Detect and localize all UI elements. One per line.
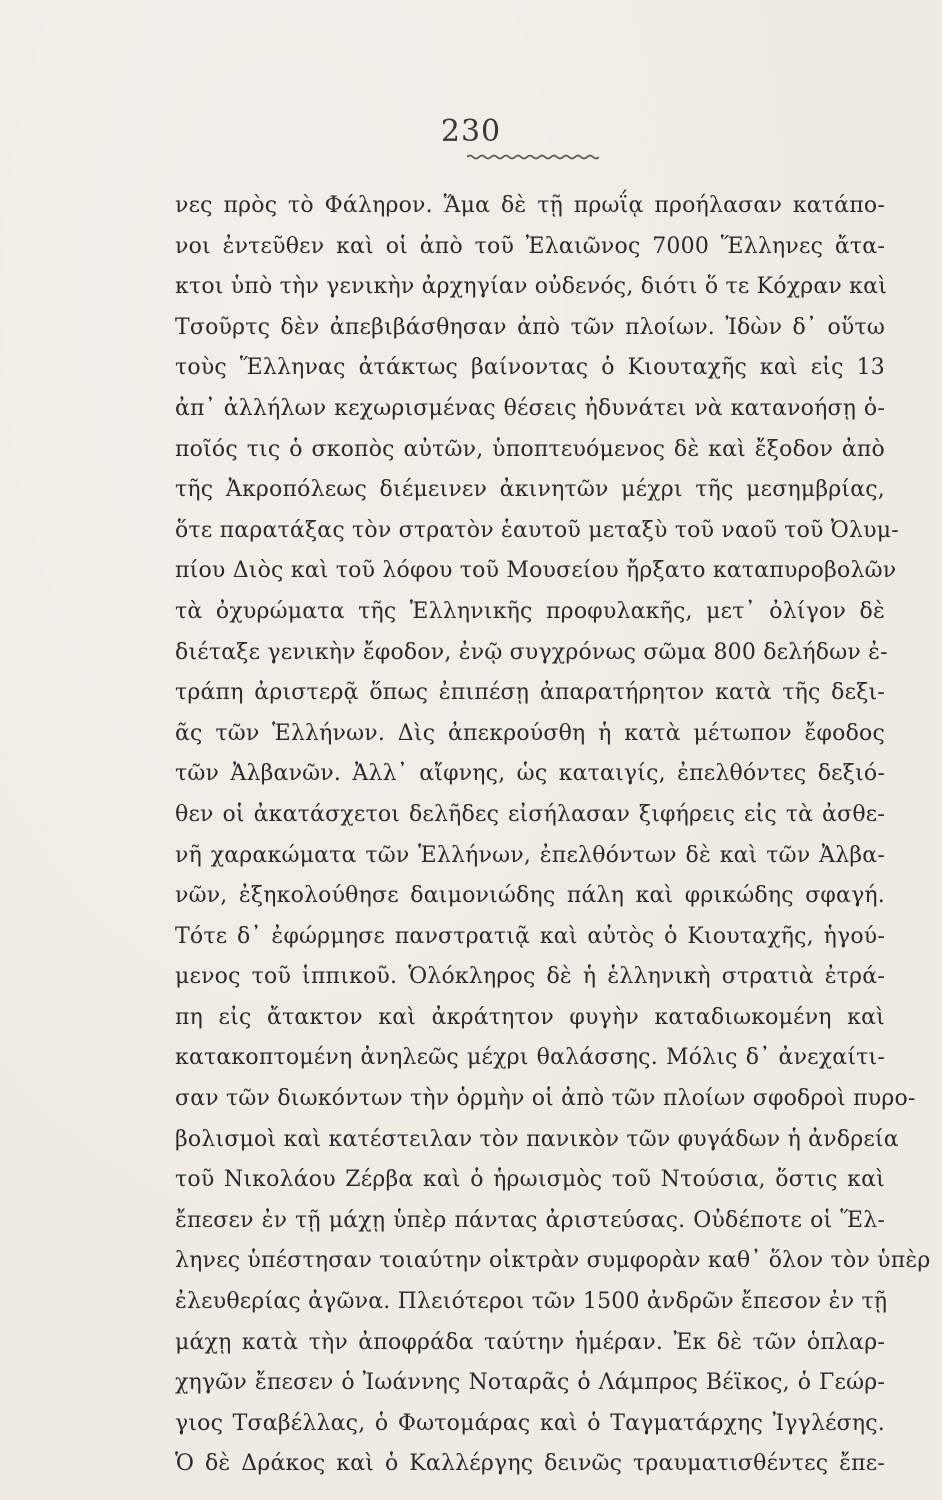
text-line: κτοι ὑπὸ τὴν γενικὴν ἀρχηγίαν οὐδενός, διότι ὅ τε Κόχραν καὶ [175,274,888,300]
text-line: τοῦ Νικολάου Ζέρβα καὶ ὁ ἡρωισμὸς τοῦ Ντούσια, ὅστις καὶ [175,1167,885,1193]
text-line: ἐλευθερίας ἀγῶνα. Πλειότεροι τῶν 1500 ἀνδρῶν ἔπεσον ἐν τῇ [175,1289,888,1315]
header-rule-ornament [467,154,599,160]
text-line: θεν οἱ ἀκατάσχετοι δελῆδες εἰσήλασαν ξιφήρεις εἰς τὰ ἀσθε- [175,801,885,827]
text-line: μάχῃ κατὰ τὴν ἀποφράδα ταύτην ἡμέραν. Ἐκ δὲ τῶν ὁπλαρ- [175,1329,885,1355]
text-line: τῆς Ἀκροπόλεως διέμεινεν ἀκινητῶν μέχρι τῆς μεσημβρίας, [175,477,885,503]
text-line: τὰ ὀχυρώματα τῆς Ἑλληνικῆς προφυλακῆς, μετ᾽ ὀλίγον δὲ [175,598,885,624]
text-line: ἀπ᾽ ἀλλήλων κεχωρισμένας θέσεις ἠδυνάτει νὰ κατανοήσῃ ὁ- [175,395,885,421]
text-line: βολισμοὶ καὶ κατέστειλαν τὸν πανικὸν τῶν φυγάδων ἡ ἀνδρεία [175,1126,899,1152]
text-line: κατακοπτομένη ἀνηλεῶς μέχρι θαλάσσης. Μόλις δ᾽ ἀνεχαίτι- [175,1045,885,1071]
text-line: διέταξε γενικὴν ἔφοδον, ἐνῷ συγχρόνως σῶμα 800 δελήδων ἐ- [175,639,888,665]
text-line: πίου Διὸς καὶ τοῦ λόφου τοῦ Μουσείου ἤρξατο καταπυροβολῶν [175,558,897,584]
text-line: τοὺς Ἕλληνας ἀτάκτως βαίνοντας ὁ Κιουταχῆς καὶ εἰς 13 [175,355,885,381]
text-line: νες πρὸς τὸ Φάληρον. Ἅμα δὲ τῇ πρωΐᾳ προήλασαν κατάπο- [175,193,885,218]
text-line: χηγῶν ἔπεσεν ὁ Ἰωάννης Νοταρᾶς ὁ Λάμπρος Βέϊκος, ὁ Γεώρ- [175,1370,885,1396]
text-line: νῆ χαρακώματα τῶν Ἑλλήνων, ἐπελθόντων δὲ καὶ τῶν Ἀλβα- [175,842,885,868]
text-line: Ὁ δὲ Δράκος καὶ ὁ Καλλέργης δεινῶς τραυματισθέντες ἔπε- [175,1451,885,1477]
text-line: ποῖός τις ὁ σκοπὸς αὐτῶν, ὑποπτευόμενος δὲ καὶ ἔξοδον ἀπὸ [175,436,885,462]
text-line: ἔπεσεν ἐν τῇ μάχῃ ὑπὲρ πάντας ἀριστεύσας. Οὐδέποτε οἱ Ἕλ- [175,1207,885,1233]
text-line: γιος Τσαβέλλας, ὁ Φωτομάρας καὶ ὁ Ταγματάρχης Ἰγγλέσης. [175,1410,885,1436]
text-line: ᾶς τῶν Ἑλλήνων. Δὶς ἀπεκρούσθη ἡ κατὰ μέτωπον ἔφοδος [175,720,885,746]
text-line: τράπη ἀριστερᾷ ὅπως ἐπιπέσῃ ἀπαρατήρητον κατὰ τῆς δεξι- [175,680,885,706]
text-line: τῶν Ἀλβανῶν. Ἀλλ᾽ αἴφνης, ὡς καταιγίς, ἐπελθόντες δεξιό- [175,761,885,787]
page-number: 230 [440,114,502,149]
text-line: ληνες ὑπέστησαν τοιαύτην οἰκτρὰν συμφορὰν καθ᾽ ὅλον τὸν ὑπὲρ [175,1248,931,1274]
text-line: σαν τῶν διωκόντων τὴν ὁρμὴν οἱ ἀπὸ τῶν πλοίων σφοδροὶ πυρο- [175,1086,916,1112]
text-line: πη εἰς ἄτακτον καὶ ἀκράτητον φυγὴν καταδιωκομένη καὶ [175,1004,885,1030]
text-line: νοι ἐντεῦθεν καὶ οἱ ἀπὸ τοῦ Ἐλαιῶνος 7000 Ἕλληνες ἄτα- [175,233,885,259]
text-line: μενος τοῦ ἱππικοῦ. Ὁλόκληρος δὲ ἡ ἑλληνικὴ στρατιὰ ἐτρά- [175,964,885,990]
text-line: νῶν, ἐξηκολούθησε δαιμονιώδης πάλη καὶ φρικώδης σφαγή. [175,883,885,909]
text-line: Τσοῦρτς δὲν ἀπεβιβάσθησαν ἀπὸ τῶν πλοίων. Ἰδὼν δ᾽ οὕτω [175,314,885,340]
text-line: ὅτε παρατάξας τὸν στρατὸν ἑαυτοῦ μεταξὺ τοῦ ναοῦ τοῦ Ὀλυμ- [175,517,899,543]
text-line: Τότε δ᾽ ἐφώρμησε πανστρατιᾷ καὶ αὐτὸς ὁ Κιουταχῆς, ἡγού- [175,923,885,949]
body-text [175,186,931,1485]
